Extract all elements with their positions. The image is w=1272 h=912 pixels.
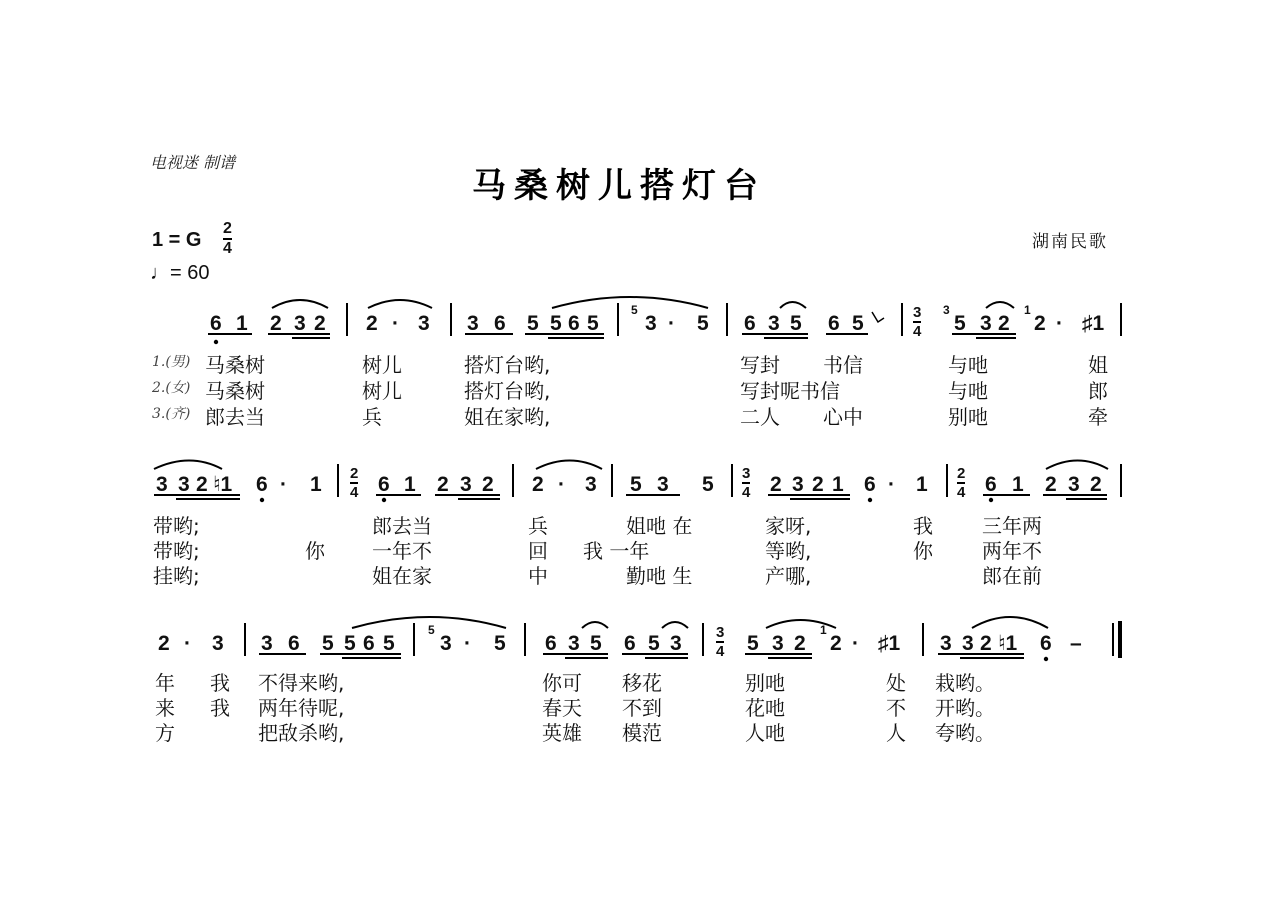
note: 5: [702, 473, 714, 496]
lyric: 等哟,: [765, 539, 812, 563]
song-title: 马桑树儿搭灯台: [472, 166, 766, 206]
time-num: 3: [742, 465, 751, 482]
tempo-marking: [150, 262, 209, 285]
note: 3: [178, 473, 190, 496]
lyric: 你: [913, 539, 933, 563]
time-change-2-4-line2b: [957, 466, 965, 500]
note: 1: [916, 473, 928, 496]
lyric: 两年不: [982, 539, 1042, 563]
time-den: 4: [742, 484, 751, 501]
time-den: 4: [913, 323, 922, 340]
lyric: 牵: [1088, 405, 1108, 429]
lyric: 你: [305, 539, 325, 563]
lyric: 一年不: [372, 539, 432, 563]
note: 2: [998, 312, 1010, 335]
note: 2: [158, 632, 170, 655]
quarter-note-icon: ♩: [150, 262, 170, 284]
note: 6: [494, 312, 506, 335]
note: ♮1: [998, 632, 1018, 655]
lyric: 二人: [740, 405, 780, 429]
lyric: 兵: [528, 514, 548, 538]
note: 3: [792, 473, 804, 496]
time-change-3-4-line1: [913, 305, 921, 339]
time-signature: [223, 221, 232, 257]
note: ♯1: [1082, 312, 1105, 335]
lyric: 搭灯台哟,: [464, 353, 551, 377]
note: 6: [1040, 632, 1052, 655]
note: 2: [270, 312, 282, 335]
lyric: 郎: [1088, 379, 1108, 403]
lyric: 与吔: [948, 353, 988, 377]
note: 6: [985, 473, 997, 496]
note: 3: [418, 312, 430, 335]
note: 3: [980, 312, 992, 335]
grace-note: 5: [631, 303, 638, 317]
note: 2: [1034, 312, 1046, 335]
note: 5: [587, 312, 599, 335]
lyric: 人吔: [745, 721, 785, 745]
lyric: 马桑树: [205, 353, 265, 377]
lyric: 姐在家: [372, 564, 432, 588]
note: 3: [294, 312, 306, 335]
note: 6: [744, 312, 756, 335]
note: 5: [494, 632, 506, 655]
note: ♯1: [878, 632, 901, 655]
verse-mark-3: 3.(齐): [152, 406, 191, 422]
lyric: 勤吔 生: [626, 564, 693, 588]
note: 5: [527, 312, 539, 335]
note: ·: [668, 312, 675, 335]
note: 5: [790, 312, 802, 335]
note: 6: [624, 632, 636, 655]
time-num: 2: [350, 465, 359, 482]
note: 3: [440, 632, 452, 655]
note: 5: [852, 312, 864, 335]
time-den: 4: [716, 643, 725, 660]
note: 1: [236, 312, 248, 335]
note: ♮1: [213, 473, 233, 496]
lyric: 郎去当: [205, 405, 265, 429]
note: 2: [794, 632, 806, 655]
lyric: 你可: [542, 671, 582, 695]
note: 3: [467, 312, 479, 335]
note: 2: [482, 473, 494, 496]
lyric: 人: [886, 721, 906, 745]
note: 3: [585, 473, 597, 496]
lyric: 夸哟。: [935, 721, 995, 745]
note: 3: [768, 312, 780, 335]
lyric: 我: [210, 671, 230, 695]
lyric: 马桑树: [205, 379, 265, 403]
lyric: 姐: [1088, 353, 1108, 377]
lyric: 三年两: [982, 514, 1042, 538]
lyric: 带哟;: [153, 514, 200, 538]
lyric: 回: [528, 539, 548, 563]
note: ·: [1056, 312, 1063, 335]
lyric: 我: [913, 514, 933, 538]
grace-note: 1: [820, 623, 827, 637]
note: 6: [256, 473, 268, 496]
lyric: 姐在家哟,: [464, 405, 551, 429]
note: 1: [310, 473, 322, 496]
note: 5: [747, 632, 759, 655]
arranger-credit: 电视迷 制谱: [150, 153, 236, 172]
song-genre: 湖南民歌: [1032, 232, 1108, 252]
grace-note: 1: [1024, 303, 1031, 317]
lyric: 英雄: [542, 721, 582, 745]
note: 5: [630, 473, 642, 496]
lyric: 不到: [622, 696, 662, 720]
note: 5: [697, 312, 709, 335]
lyric: 别吔: [948, 405, 988, 429]
time-num: 3: [716, 624, 725, 641]
lyric: 开哟。: [935, 696, 995, 720]
note: 1: [832, 473, 844, 496]
note: 6: [288, 632, 300, 655]
lyric: 搭灯台哟,: [464, 379, 551, 403]
grace-note: 3: [943, 303, 950, 317]
lyric: 栽哟。: [935, 671, 995, 695]
note: 5: [648, 632, 660, 655]
lyric: 来: [155, 696, 175, 720]
note: 3: [261, 632, 273, 655]
note: 6: [378, 473, 390, 496]
note: 6: [568, 312, 580, 335]
lyric: 两年待呢,: [258, 696, 345, 720]
lyric: 不得来哟,: [258, 671, 345, 695]
lyric: 别吔: [745, 671, 785, 695]
note: 2: [196, 473, 208, 496]
key-signature: 1 = G: [152, 229, 202, 251]
lyric: 郎去当: [372, 514, 432, 538]
lyric: 我: [210, 696, 230, 720]
note: 2: [437, 473, 449, 496]
note: 3: [645, 312, 657, 335]
note: 5: [322, 632, 334, 655]
lyric: 兵: [362, 405, 382, 429]
lyric: 写封呢书信: [740, 379, 840, 403]
lyric: 中: [528, 564, 548, 588]
lyric: 带哟;: [153, 539, 200, 563]
note: ·: [852, 632, 859, 655]
lyric: 郎在前: [982, 564, 1042, 588]
note: ·: [392, 312, 399, 335]
note: 6: [864, 473, 876, 496]
note: 3: [1068, 473, 1080, 496]
lyric: 书信: [823, 353, 863, 377]
lyric: 产哪,: [765, 564, 812, 588]
lyric: 不: [886, 696, 906, 720]
time-num: 3: [913, 304, 922, 321]
note: ·: [558, 473, 565, 496]
note: ·: [888, 473, 895, 496]
note: 2: [770, 473, 782, 496]
note: –: [1070, 632, 1082, 655]
note: 5: [954, 312, 966, 335]
note: 5: [344, 632, 356, 655]
note: 2: [812, 473, 824, 496]
grace-note: 5: [428, 623, 435, 637]
note: 3: [460, 473, 472, 496]
note: 3: [657, 473, 669, 496]
tempo-value: = 60: [170, 262, 210, 284]
note: 6: [545, 632, 557, 655]
note: 2: [1045, 473, 1057, 496]
note: 3: [212, 632, 224, 655]
lyric: 春天: [542, 696, 582, 720]
note: 2: [532, 473, 544, 496]
lyric: 树儿: [362, 379, 402, 403]
note: ·: [280, 473, 287, 496]
lyric: 我 一年: [583, 539, 650, 563]
note: 5: [550, 312, 562, 335]
time-change-2-4-line2a: [350, 466, 358, 500]
verse-mark-1: 1.(男): [152, 354, 191, 370]
note: 3: [568, 632, 580, 655]
note: 6: [828, 312, 840, 335]
lyric: 心中: [823, 405, 863, 429]
note: 2: [830, 632, 842, 655]
lyric: 模范: [622, 721, 662, 745]
lyric: 姐吔 在: [626, 514, 693, 538]
note: ·: [464, 632, 471, 655]
note: 3: [940, 632, 952, 655]
note: 3: [670, 632, 682, 655]
lyric: 挂哟;: [153, 564, 200, 588]
note: 6: [210, 312, 222, 335]
note: 3: [772, 632, 784, 655]
note: 1: [1012, 473, 1024, 496]
note: 5: [383, 632, 395, 655]
note: 5: [590, 632, 602, 655]
note: 2: [366, 312, 378, 335]
note: 2: [980, 632, 992, 655]
time-den: 4: [957, 484, 966, 501]
time-change-3-4-line2: [742, 466, 750, 500]
note: 2: [314, 312, 326, 335]
note: 1: [404, 473, 416, 496]
lyric: 与吔: [948, 379, 988, 403]
lyric: 写封: [740, 353, 780, 377]
lyric: 处: [886, 671, 906, 695]
lyric: 家呀,: [765, 514, 812, 538]
lyric: 年: [155, 671, 175, 695]
time-sig-numerator: 2: [223, 220, 232, 237]
note: ·: [184, 632, 191, 655]
lyric: 移花: [622, 671, 662, 695]
lyric: 花吔: [745, 696, 785, 720]
note: 6: [363, 632, 375, 655]
note: 3: [156, 473, 168, 496]
time-num: 2: [957, 465, 966, 482]
lyric: 方: [155, 721, 175, 745]
note: 2: [1090, 473, 1102, 496]
time-change-3-4-line3: [716, 625, 724, 659]
lyric: 把敌杀哟,: [258, 721, 345, 745]
lyric: 树儿: [362, 353, 402, 377]
time-den: 4: [350, 484, 359, 501]
note: 3: [962, 632, 974, 655]
verse-mark-2: 2.(女): [152, 380, 191, 396]
time-sig-denominator: 4: [223, 240, 232, 257]
